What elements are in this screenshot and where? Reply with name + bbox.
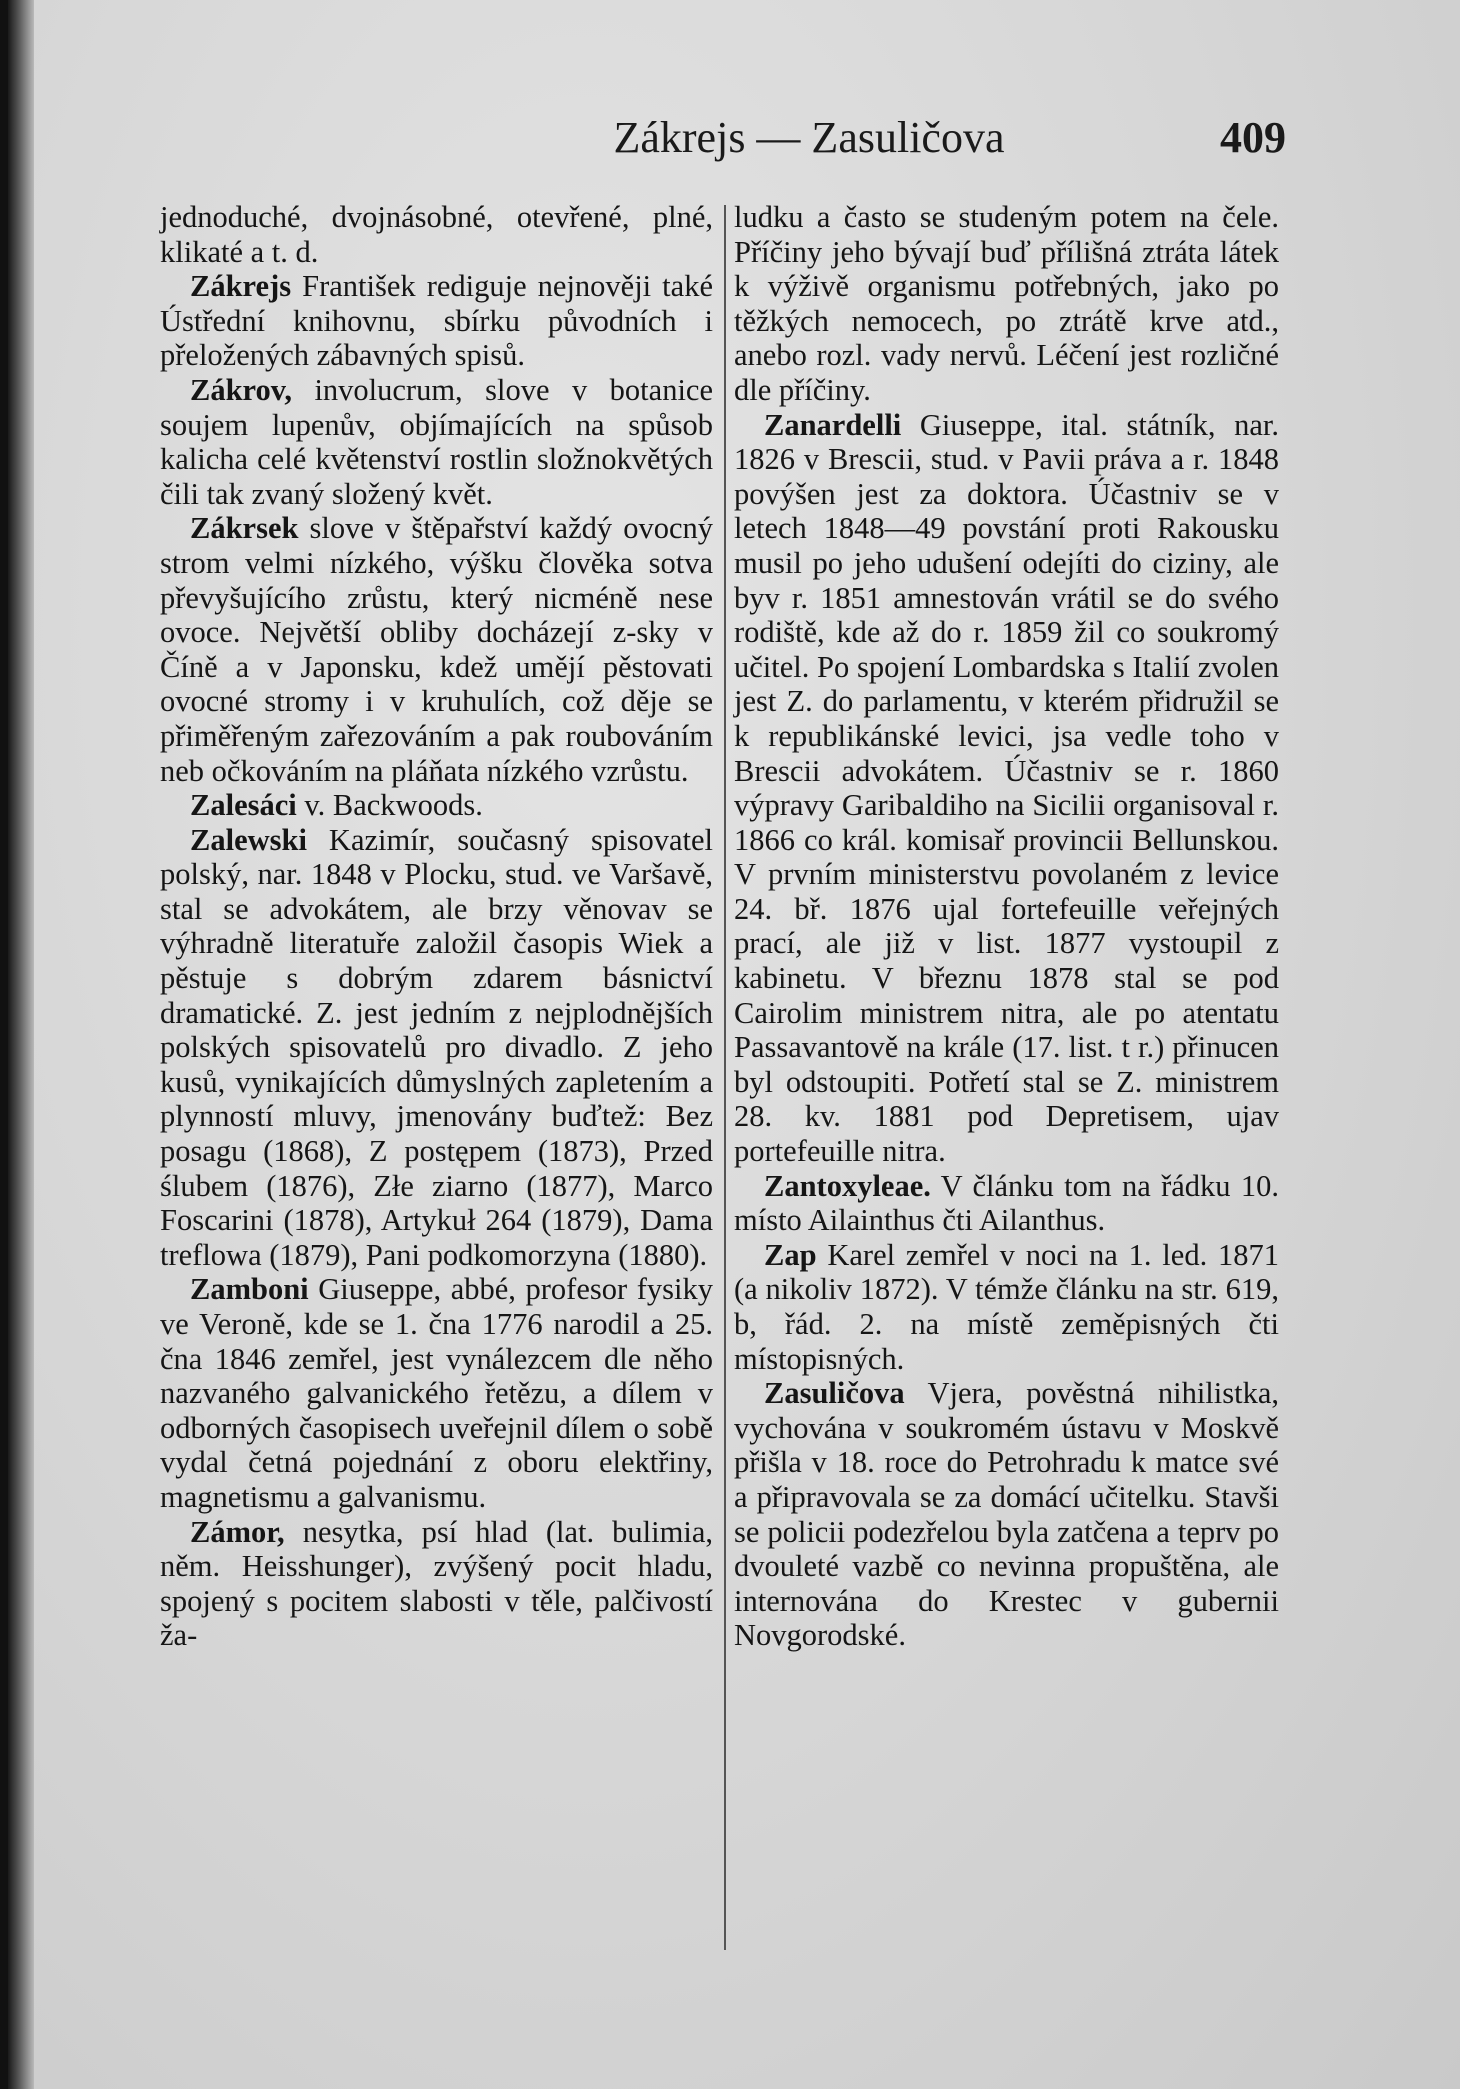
entry	[160, 511, 713, 788]
running-title: Zákrejs — Zasuličova	[613, 113, 1005, 162]
entry-text: V článku tom na řádku 10. místo Ailainthus čti Ailanthus.	[734, 1168, 1279, 1238]
entry-headword: Zalesáci	[190, 788, 297, 823]
entry-headword: Zákrsek	[190, 511, 299, 546]
entry-headword: Zákrejs	[190, 269, 292, 304]
entry-text: Kazimír, současný spisovatel polský, nar. 1848 v Plocku, stud. ve Varšavě, stal se advokátem, ale brzy věnovav se výhradně literatuře založil časopis Wiek a pěstuje s dobrým zdarem básnictví dramatické. Z. jest jedním z nejplodnějších polských spisovatelů pro divadlo. Z jeho kusů, vynikajících důmyslných zapletením a plynností mluvy, jmenovány buďtež: Bez posagu (1868), Z postępem (1873), Przed ślubem (1876), Złe ziarno (1877), Marco Foscarini (1878), Artykuł 264 (1879), Dama treflowa (1879), Pani podkomorzyna (1880).	[160, 822, 713, 1272]
entry-text: slove v štěpařství každý ovocný strom velmi nízkého, výšku člověka sotva převyšujícího zrůstu, který nicméně nese ovoce. Největší obliby docházejí z-sky v Číně a v Japonsku, kdež umějí pěstovati ovocné stromy i v kruhulích, což děje se přiměřeným zařezováním a pak roubováním neb očkováním na pláňata nízkého vzrůstu.	[160, 511, 713, 788]
entry	[160, 1515, 713, 1653]
entry-headword: Zasuličova	[764, 1376, 905, 1411]
entry	[160, 373, 713, 511]
entry-text: Giuseppe, abbé, profesor fysiky ve Veroně, kde se 1. čna 1776 narodil a 25. čna 1846 zemřel, jest vynálezcem dle něho nazvaného galvanického řetězu, a dílem v odborných časopisech uveřejnil dílem o sobě vydal četná pojednání z oboru elektřiny, magnetismu a galvanismu.	[160, 1272, 713, 1514]
right-column	[734, 200, 1279, 1653]
entry-headword: Zalewski	[190, 822, 307, 857]
entry-text: involucrum, slove v botanice soujem lupenův, objímajících na spůsob kalicha celé květenství rostlin složnokvětých čili tak zvaný složený květ.	[160, 372, 713, 511]
book-page	[8, 0, 1460, 2089]
entry-headword: Zantoxyleae.	[764, 1168, 931, 1203]
entry-text: jednoduché, dvojnásobné, otevřené, plné, klikaté a t. d.	[160, 200, 713, 269]
page-number: 409	[1220, 113, 1286, 162]
entry	[734, 1169, 1279, 1238]
entry	[160, 788, 713, 823]
entry	[734, 408, 1279, 1169]
entry	[160, 1272, 713, 1514]
entry	[734, 1376, 1279, 1653]
entry-text: v. Backwoods.	[296, 788, 483, 823]
entry-text: Karel zemřel v noci na 1. led. 1871 (a nikoliv 1872). V témže článku na str. 619, b, řád. 2. na místě zeměpisných čti místopisných.	[734, 1237, 1279, 1376]
entry	[734, 1238, 1279, 1376]
entry-headword: Zámor,	[190, 1514, 285, 1549]
entry	[160, 823, 713, 1273]
entry-headword: Zákrov,	[190, 372, 292, 407]
entry	[734, 200, 1279, 408]
entry-headword: Zap	[764, 1237, 817, 1272]
entry	[160, 269, 713, 373]
page-header	[8, 112, 1460, 172]
left-column	[160, 200, 713, 1653]
entry-headword: Zanardelli	[764, 407, 902, 442]
page-gutter	[8, 0, 34, 2089]
entry-text: Vjera, pověstná nihilistka, vychována v soukromém ústavu v Moskvě přišla v 18. roce do Petrohradu k matce své a připravovala se za domácí učitelku. Stavši se policii podezřelou byla zatčena a teprv po dvouleté vazbě co nevinna propuštěna, ale internována do Krestec v gubernii Novgorodské.	[734, 1376, 1279, 1653]
entry-text: ludku a často se studeným potem na čele. Příčiny jeho bývají buď přílišná ztráta látek k výživě organismu potřebných, jako po těžkých nemocech, po ztrátě krve atd., anebo rozl. vady nervů. Léčení jest rozličné dle příčiny.	[734, 200, 1279, 407]
entry-text: František rediguje nejnověji také Ústřední knihovnu, sbírku původních i přeložených zábavných spisů.	[160, 269, 713, 373]
entry-text: nesytka, psí hlad (lat. bulimia, něm. Heisshunger), zvýšený pocit hladu, spojený s pocitem slabosti v těle, palčivostí ža-	[160, 1514, 713, 1653]
entry-headword: Zamboni	[190, 1272, 309, 1307]
entry-text: Giuseppe, ital. státník, nar. 1826 v Brescii, stud. v Pavii práva a r. 1848 povýšen jest za doktora. Účastniv se v letech 1848—49 povstání proti Rakousku musil po jeho udušení odejíti do ciziny, ale byv r. 1851 amnestován vrátil se do svého rodiště, kde až do r. 1859 žil co soukromý učitel. Po spojení Lombardska s Italií zvolen jest Z. do parlamentu, v kterém přidružil se k republikánské levici, jsa vedle toho v Brescii advokátem. Účastniv se r. 1860 výpravy Garibaldiho na Sicilii organisoval r. 1866 co král. komisař provincii Bellunskou. V prvním ministerstvu povolaném z levice 24. bř. 1876 ujal fortefeuille veřejných prací, ale již v list. 1877 vystoupil z kabinetu. V březnu 1878 stal se pod Cairolim ministrem nitra, ale po atentatu Passavantově na krále (17. list. t r.) přinucen byl odstoupiti. Potřetí stal se Z. ministrem 28. kv. 1881 pod Depretisem, ujav portefeuille nitra.	[734, 407, 1279, 1169]
column-divider	[724, 205, 726, 1950]
entry	[160, 200, 713, 269]
